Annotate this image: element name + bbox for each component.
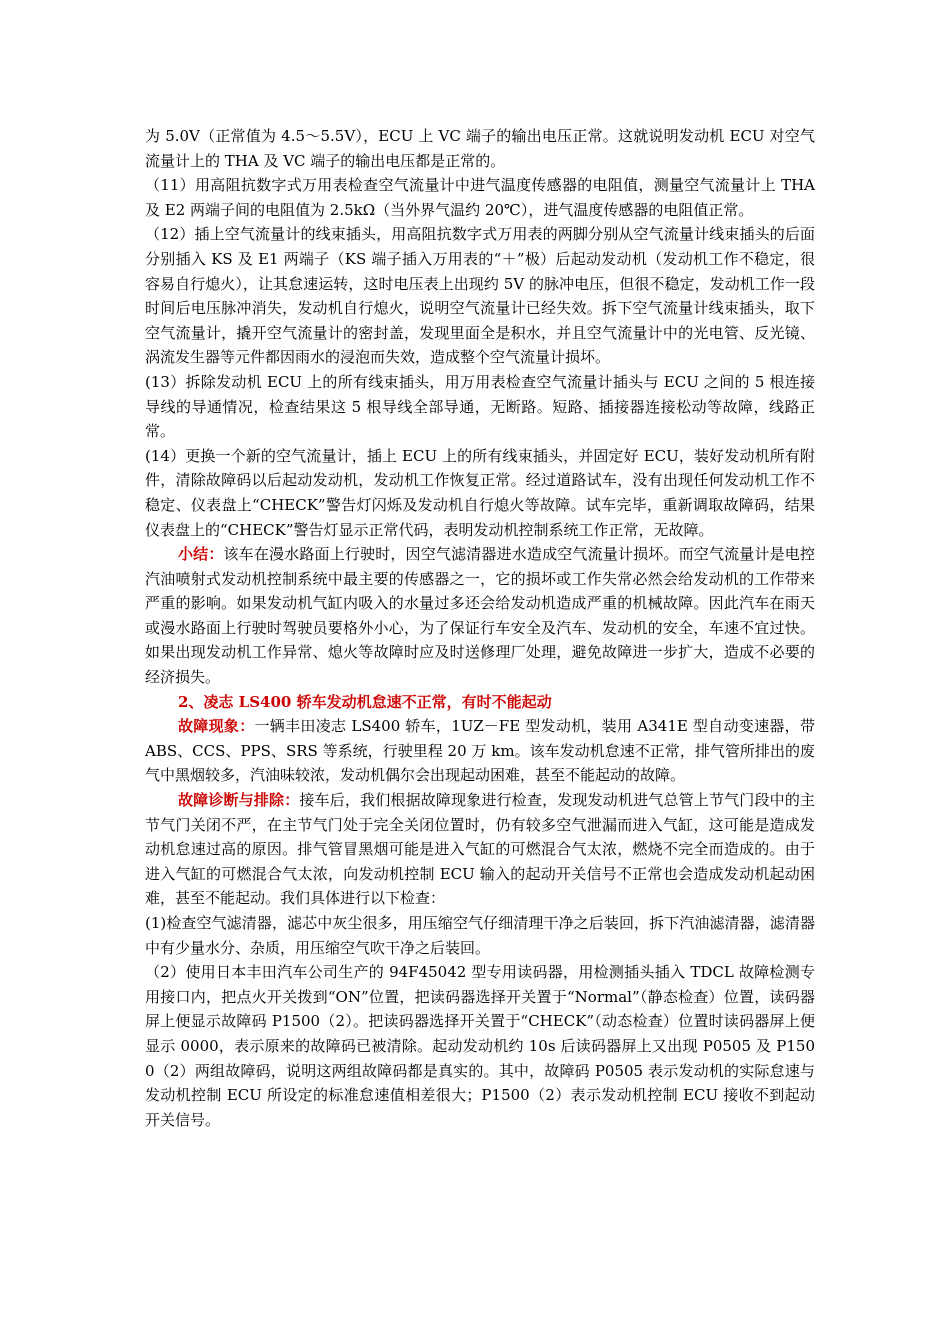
section-title: 2、凌志 LS400 轿车发动机怠速不正常，有时不能起动 — [178, 692, 552, 711]
paragraph-text: (13）拆除发动机 ECU 上的所有线束插头，用万用表检查空气流量计插头与 ECU 之间的 5 根连接导线的导通情况，检查结果这 5 根导线全部导通，无断路。短路、插接器连接松动等故障，线路正常。 — [145, 372, 815, 441]
paragraph-step-12 — [145, 222, 815, 370]
paragraph-text: 该车在漫水路面上行驶时，因空气滤清器进水造成空气流量计损坏。而空气流量计是电控汽油喷射式发动机控制系统中最主要的传感器之一，它的损坏或工作失常必然会给发动机的工作带来严重的影响。如果发动机气缸内吸入的水量过多还会给发动机造成严重的机械故障。因此汽车在雨天或漫水路面上行驶时驾驶员要格外小心，为了保证行车安全及汽车、发动机的安全，车速不宜过快。如果出现发动机工作异常、熄火等故障时应及时送修理厂处理，避免故障进一步扩大，造成不必要的经济损失。 — [145, 545, 815, 687]
paragraph-check-1 — [145, 911, 815, 960]
paragraph-step-14 — [145, 444, 815, 542]
paragraph-text: (1)检查空气滤清器，滤芯中灰尘很多，用压缩空气仔细清理干净之后装回，拆下汽油滤清器，滤清器中有少量水分、杂质，用压缩空气吹干净之后装回。 — [145, 914, 815, 957]
section-heading-2 — [145, 690, 815, 715]
paragraph-text: （2）使用日本丰田汽车公司生产的 94F45042 型专用读码器，用检测插头插入 TDCL 故障检测专用接口内，把点火开关拨到“ON”位置，把读码器选择开关置于“Normal”（静态检查）位置，读码器屏上便显示故障码 P1500（2）。把读码器选择开关置于“CHECK”（动态检查）位置时读码器屏上便显示 0000，表示原来的故障码已被清除。起动发动机约 10s 后读码器屏上又出现 P0505 及 P1500（2）两组故障码，说明这两组故障码都是真实的。其中，故障码 P0505 表示发动机的实际怠速与发动机控制 ECU 所设定的标准怠速值相差很大；P1500（2）表示发动机控制 ECU 接收不到起动开关信号。 — [145, 963, 815, 1129]
paragraph-text: 接车后，我们根据故障现象进行检查，发现发动机进气总管上节气门段中的主节气门关闭不严，在主节气门处于完全关闭位置时，仍有较多空气泄漏而进入气缸，这可能是造成发动机怠速过高的原因。排气管冒黑烟可能是进入气缸的可燃混合气太浓，燃烧不完全而造成的。由于进入气缸的可燃混合气太浓，向发动机控制 ECU 输入的起动开关信号不正常也会造成发动机起动困难，甚至不能起动。我们具体进行以下检查： — [145, 791, 815, 908]
document-page — [145, 124, 815, 1132]
paragraph-text: (14）更换一个新的空气流量计，插上 ECU 上的所有线束插头，并固定好 ECU，装好发动机所有附件，清除故障码以后起动发动机，发动机工作恢复正常。经过道路试车，没有出现任何发动机工作不稳定、仪表盘上“CHECK”警告灯闪烁及发动机自行熄火等故障。试车完毕，重新调取故障码，结果仪表盘上的“CHECK”警告灯显示正常代码，表明发动机控制系统工作正常，无故障。 — [145, 446, 815, 539]
summary-label: 小结： — [178, 545, 224, 564]
paragraph-text: 一辆丰田凌志 LS400 轿车，1UZ－FE 型发动机，装用 A341E 型自动变速器，带 ABS、CCS、PPS、SRS 等系统，行驶里程 20 万 km。该车发动机怠速不正常，排气管所排出的废气中黑烟较多，汽油味较浓，发动机偶尔会出现起动困难，甚至不能起动的故障。 — [145, 717, 815, 785]
diagnosis-label: 故障诊断与排除： — [178, 791, 300, 810]
fault-symptom-label: 故障现象： — [178, 717, 255, 736]
paragraph-check-2 — [145, 960, 815, 1132]
paragraph-step-13 — [145, 370, 815, 444]
paragraph-text: （12）插上空气流量计的线束插头，用高阻抗数字式万用表的两脚分别从空气流量计线束插头的后面分别插入 KS 及 E1 两端子（KS 端子插入万用表的“＋”极）后起动发动机（发动机工作不稳定，很容易自行熄火），让其怠速运转，这时电压表上出现约 5V 的脉冲电压，但很不稳定，发动机工作一段时间后电压脉冲消失，发动机自行熄火，说明空气流量计已经失效。拆下空气流量计线束插头，取下空气流量计，撬开空气流量计的密封盖，发现里面全是积水，并且空气流量计中的光电管、反光镜、涡流发生器等元件都因雨水的浸泡而失效，造成整个空气流量计损坏。 — [145, 225, 815, 367]
paragraph-text: （11）用高阻抗数字式万用表检查空气流量计中进气温度传感器的电阻值，测量空气流量计上 THA 及 E2 两端子间的电阻值为 2.5kΩ（当外界气温约 20℃），进气温度传感器的电阻值正常。 — [145, 176, 815, 219]
paragraph-fault-symptom — [145, 714, 815, 788]
paragraph-step-11 — [145, 173, 815, 222]
paragraph-summary — [145, 542, 815, 690]
paragraph-text: 为 5.0V（正常值为 4.5～5.5V），ECU 上 VC 端子的输出电压正常。这就说明发动机 ECU 对空气流量计上的 THA 及 VC 端子的输出电压都是正常的。 — [145, 127, 815, 170]
paragraph-diagnosis — [145, 788, 815, 911]
paragraph-voltage-result — [145, 124, 815, 173]
